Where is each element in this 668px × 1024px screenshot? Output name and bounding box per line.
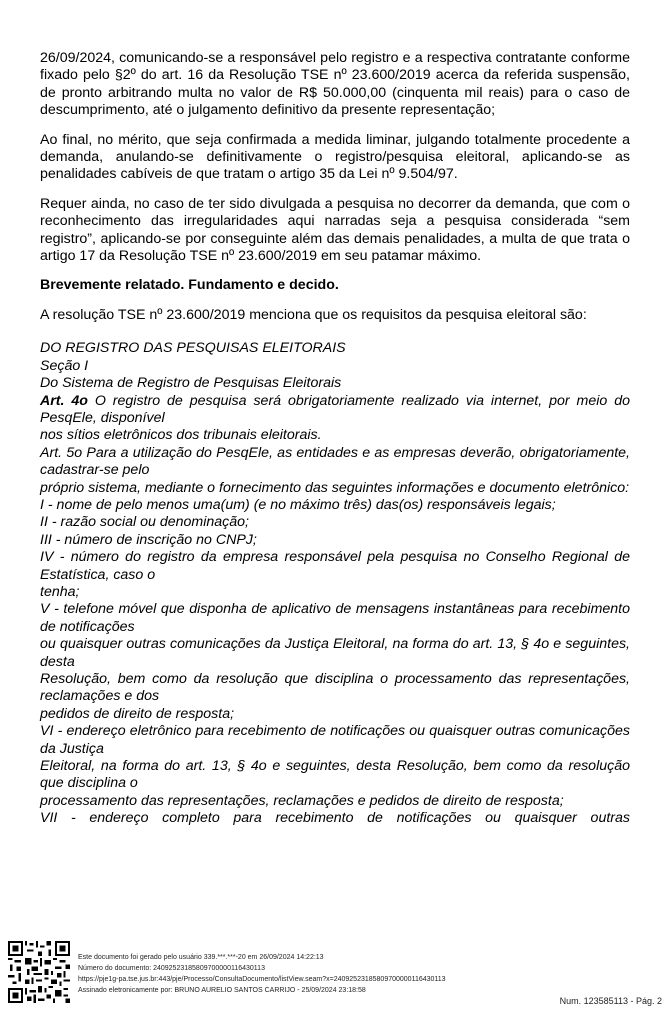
quote-item-iv-line1: IV - número do registro da empresa responsável pela pesquisa no Conselho Regional de Estatística, caso o (40, 549, 630, 583)
quote-title: DO REGISTRO DAS PESQUISAS ELEITORAIS (40, 340, 346, 357)
document-body (40, 50, 630, 828)
quote-item-i: I - nome de pelo menos uma(um) (e no máximo três) das(os) responsáveis legais; (40, 496, 556, 513)
quote-item-vi-line3: processamento das representações, reclamações e pedidos de direito de resposta; (40, 792, 564, 809)
footer-document-url[interactable]: https://pje1g-pa.tse.jus.br:443/pje/Processo/ConsultaDocumento/listView.seam?x=24092523185809700000116430113 (78, 976, 446, 983)
quote-art4-line2: nos sítios eletrônicos dos tribunais eleitorais. (40, 427, 322, 444)
quote-art4-line1 (40, 393, 630, 428)
quote-item-v-line1: V - telefone móvel que disponha de aplicativo de mensagens instantâneas para recebimento de notificações (40, 601, 630, 635)
section-heading: Brevemente relatado. Fundamento e decido. (40, 277, 339, 294)
paragraph-intro: A resolução TSE nº 23.600/2019 menciona que os requisitos da pesquisa eleitoral são: (40, 306, 587, 323)
quote-item-v-line4: pedidos de direito de resposta; (40, 705, 235, 722)
quote-item-vii-line1: VII - endereço completo para recebimento de notificações ou quaisquer outras (40, 810, 630, 827)
art4-text: O registro de pesquisa será obrigatoriamente realizado via internet, por meio do PesqEle, disponível (40, 392, 631, 426)
quote-item-vi-line2: Eleitoral, na forma do art. 13, § 4o e seguintes, desta Resolução, bem como da resolução que disciplina o (40, 758, 630, 792)
quote-item-v-line3: Resolução, bem como da resolução que disciplina o processamento das representações, reclamações e dos (40, 671, 630, 705)
document-footer (8, 941, 662, 1011)
quote-item-vi-line1: VI - endereço eletrônico para recebimento de notificações ou quaisquer outras comunicações da Justiça (40, 723, 630, 757)
quote-item-v-line2: ou quaisquer outras comunicações da Justiça Eleitoral, na forma do art. 13, § 4o e seguintes, desta (40, 636, 630, 670)
quote-section: Seção I (40, 357, 89, 374)
paragraph-requer: Requer ainda, no caso de ter sido divulgada a pesquisa no decorrer da demanda, que com o reconhecimento das irregularidades aqui narradas seja a pesquisa considerada “sem registro”, aplicando-se por conseguinte além das demais penalidades, a multa de que trata o artigo 17 da Resolução TSE nº 23.600/2019 em seu patamar máximo. (40, 195, 630, 265)
footer-document-number: Número do documento: 24092523185809700000116430113 (78, 965, 265, 972)
footer-generated-by: Este documento foi gerado pelo usuário 339.***.***-20 em 26/09/2024 14:22:13 (78, 954, 324, 961)
paragraph-merito: Ao final, no mérito, que seja confirmada a medida liminar, julgando totalmente procedente a demanda, anulando-se definitivamente o registro/pesquisa eleitoral, aplicando-se as penalidades cabíveis de que tratam o artigo 35 da Lei nº 9.504/97. (40, 131, 630, 183)
quote-subtitle: Do Sistema de Registro de Pesquisas Eleitorais (40, 375, 342, 392)
quote-item-ii: II - razão social ou denominação; (40, 514, 249, 531)
page-number: Num. 123585113 - Pág. 2 (559, 996, 662, 1006)
quote-item-iv-line2: tenha; (40, 583, 80, 600)
qr-code-icon (8, 941, 70, 1003)
footer-signed-by: Assinado eletronicamente por: BRUNO AURELIO SANTOS CARRIJO - 25/09/2024 23:18:58 (78, 987, 366, 994)
paragraph-liminar: 26/09/2024, comunicando-se a responsável pelo registro e a respectiva contratante conforme fixado pelo §2º do art. 16 da Resolução TSE nº 23.600/2019 acerca da referida suspensão, de pronto arbitrando multa no valor de R$ 50.000,00 (cinquenta mil reais) para o caso de descumprimento, até o julgamento definitivo da presente representação; (40, 50, 630, 119)
quote-item-iii: III - número de inscrição no CNPJ; (40, 531, 257, 548)
art4-label: Art. 4o (40, 392, 88, 409)
quote-art5-line2: próprio sistema, mediante o fornecimento das seguintes informações e documento eletrônico: (40, 479, 630, 496)
quote-art5-line1: Art. 5o Para a utilização do PesqEle, as entidades e as empresas deverão, obrigatoriamente, cadastrar-se pelo (40, 444, 630, 479)
footer-metadata (78, 952, 446, 996)
legal-quote (40, 340, 630, 827)
